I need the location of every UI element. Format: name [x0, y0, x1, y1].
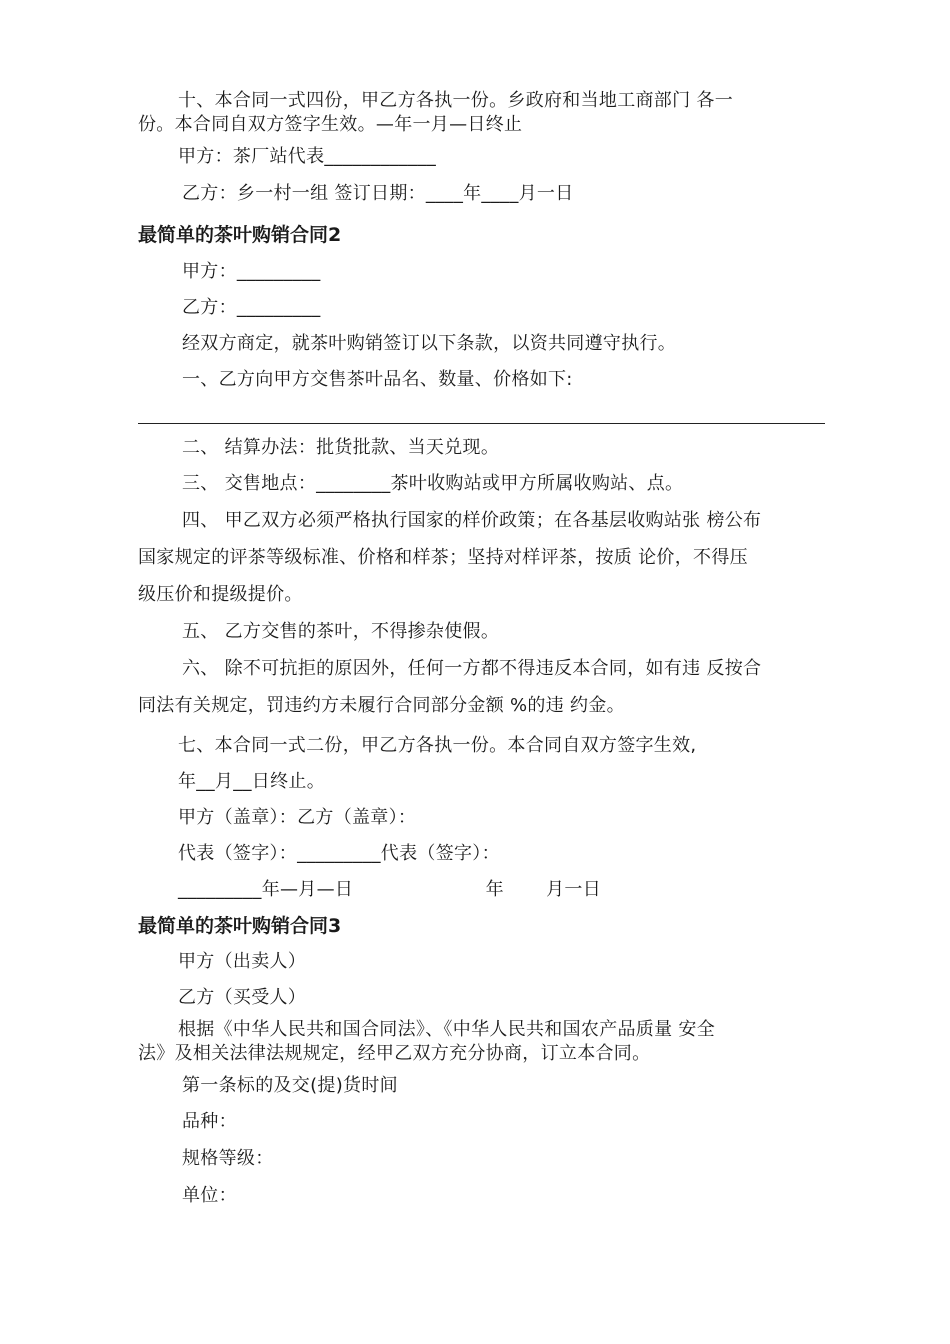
clause-5: 五、 乙方交售的茶叶，不得掺杂使假。 — [182, 621, 500, 642]
grade-field: 规格等级： — [182, 1148, 274, 1169]
signature-line: 代表（签字）：_________代表（签字）： — [178, 843, 500, 864]
seal-line: 甲方（盖章）：乙方（盖章）： — [178, 807, 417, 828]
article-1-title: 第一条标的及交(提)货时间 — [182, 1075, 398, 1096]
party-a-line: 甲方：茶厂站代表____________ — [178, 146, 436, 167]
date-line: _________年—月—日 年 月一日 — [178, 879, 602, 900]
clause-7-line-1: 七、本合同一式二份，甲乙方各执一份。本合同自双方签字生效, — [178, 735, 697, 756]
clause-10-line-1: 十、本合同一式四份，甲乙方各执一份。乡政府和当地工商部门 各一 — [178, 90, 734, 111]
clause-2: 二、 结算办法：批货批款、当天兑现。 — [182, 437, 500, 458]
variety-field: 品种： — [182, 1111, 237, 1132]
clause-4-line-1: 四、 甲乙双方必须严格执行国家的样价政策；在各基层收购站张 榜公布 — [182, 510, 762, 531]
party-b-line: 乙方：_________ — [182, 297, 321, 318]
clause-10-line-2: 份。本合同自双方签字生效。—年一月—日终止 — [138, 114, 523, 135]
buyer-line: 乙方（买受人） — [178, 987, 307, 1008]
party-b-line: 乙方：乡一村一组 签订日期：____年____月一日 — [182, 183, 574, 204]
party-a-line: 甲方：_________ — [182, 261, 321, 282]
section-3-title: 最简单的茶叶购销合同3 — [138, 915, 342, 937]
basis-line-2: 法》及相关法律法规规定，经甲乙双方充分协商，订立本合同。 — [138, 1043, 651, 1064]
table-divider-line — [138, 423, 825, 424]
clause-3: 三、 交售地点：________茶叶收购站或甲方所属收购站、点。 — [182, 473, 684, 494]
clause-4-line-3: 级压价和提级提价。 — [138, 584, 303, 605]
clause-4-line-2: 国家规定的评茶等级标准、价格和样茶；坚持对样评茶，按质 论价，不得压 — [138, 547, 748, 568]
seller-line: 甲方（出卖人） — [178, 951, 307, 972]
basis-line-1: 根据《中华人民共和国合同法》、《中华人民共和国农产品质量 安全 — [178, 1019, 716, 1040]
clause-7-line-2: 年__月__日终止。 — [178, 771, 325, 792]
clause-6-line-1: 六、 除不可抗拒的原因外，任何一方都不得违反本合同，如有违 反按合 — [182, 658, 762, 679]
intro-paragraph: 经双方商定，就茶叶购销签订以下条款，以资共同遵守执行。 — [182, 333, 677, 354]
clause-1: 一、乙方向甲方交售茶叶品名、数量、价格如下: — [182, 369, 573, 390]
section-2-title: 最简单的茶叶购销合同2 — [138, 224, 342, 246]
unit-field: 单位： — [182, 1185, 237, 1206]
clause-6-line-2: 同法有关规定，罚违约方未履行合同部分金额 %的违 约金。 — [138, 695, 625, 716]
